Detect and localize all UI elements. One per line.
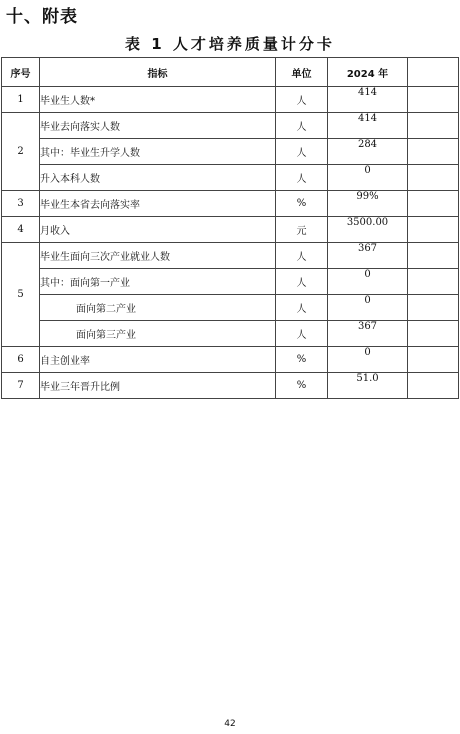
section-heading: 十、附表 (6, 7, 78, 27)
row-unit: 人 (276, 113, 328, 139)
row-value: 414 (328, 87, 408, 113)
row-indicator: 毕业去向落实人数 (40, 113, 276, 139)
row-value: 367 (328, 243, 408, 269)
row-seq: 3 (2, 191, 40, 217)
row-unit: 人 (276, 295, 328, 321)
row-value: 99% (328, 191, 408, 217)
row-value: 0 (328, 347, 408, 373)
row-unit: 人 (276, 139, 328, 165)
row-extra (408, 243, 459, 269)
row-indicator: 毕业三年晋升比例 (40, 373, 276, 399)
header-indicator: 指标 (40, 58, 276, 87)
header-unit: 单位 (276, 58, 328, 87)
table-row (2, 217, 459, 243)
row-seq: 7 (2, 373, 40, 399)
table-row (2, 113, 459, 139)
table-row (2, 347, 459, 373)
row-unit: 人 (276, 165, 328, 191)
row-extra (408, 373, 459, 399)
row-value: 0 (328, 165, 408, 191)
row-extra (408, 87, 459, 113)
row-seq: 2 (2, 113, 40, 191)
row-value: 367 (328, 321, 408, 347)
table-row (2, 321, 459, 347)
row-value: 0 (328, 269, 408, 295)
row-indicator: 其中：面向第一产业 (40, 269, 276, 295)
table-row (2, 295, 459, 321)
row-unit: 人 (276, 269, 328, 295)
header-seq: 序号 (2, 58, 40, 87)
row-indicator: 其中：毕业生升学人数 (40, 139, 276, 165)
table-row (2, 191, 459, 217)
row-indicator: 毕业生面向三次产业就业人数 (40, 243, 276, 269)
row-unit: % (276, 373, 328, 399)
table-row (2, 269, 459, 295)
row-extra (408, 321, 459, 347)
page-number: 42 (224, 719, 236, 729)
row-indicator: 毕业生人数* (40, 87, 276, 113)
row-value: 0 (328, 295, 408, 321)
row-indicator: 毕业生本省去向落实率 (40, 191, 276, 217)
row-seq: 4 (2, 217, 40, 243)
row-indicator: 月收入 (40, 217, 276, 243)
row-seq: 6 (2, 347, 40, 373)
table-row (2, 243, 459, 269)
header-extra (408, 58, 459, 87)
row-value: 51.0 (328, 373, 408, 399)
row-value: 3500.00 (328, 217, 408, 243)
row-extra (408, 269, 459, 295)
table-row (2, 87, 459, 113)
row-extra (408, 191, 459, 217)
row-extra (408, 165, 459, 191)
table-row (2, 165, 459, 191)
row-unit: 人 (276, 243, 328, 269)
row-indicator: 面向第三产业 (40, 321, 276, 347)
row-unit: % (276, 191, 328, 217)
row-indicator: 升入本科人数 (40, 165, 276, 191)
row-extra (408, 139, 459, 165)
table-row (2, 139, 459, 165)
table-header-row (2, 58, 459, 87)
row-extra (408, 347, 459, 373)
row-seq: 5 (2, 243, 40, 347)
talent-scorecard-table (1, 57, 459, 399)
row-value: 414 (328, 113, 408, 139)
table-row (2, 373, 459, 399)
table-caption: 表 1 人才培养质量计分卡 (125, 35, 335, 53)
row-seq: 1 (2, 87, 40, 113)
row-unit: % (276, 347, 328, 373)
row-extra (408, 217, 459, 243)
row-extra (408, 113, 459, 139)
row-indicator: 自主创业率 (40, 347, 276, 373)
row-unit: 人 (276, 87, 328, 113)
header-year: 2024 年 (328, 58, 408, 87)
row-indicator: 面向第二产业 (40, 295, 276, 321)
row-unit: 元 (276, 217, 328, 243)
row-unit: 人 (276, 321, 328, 347)
row-value: 284 (328, 139, 408, 165)
row-extra (408, 295, 459, 321)
